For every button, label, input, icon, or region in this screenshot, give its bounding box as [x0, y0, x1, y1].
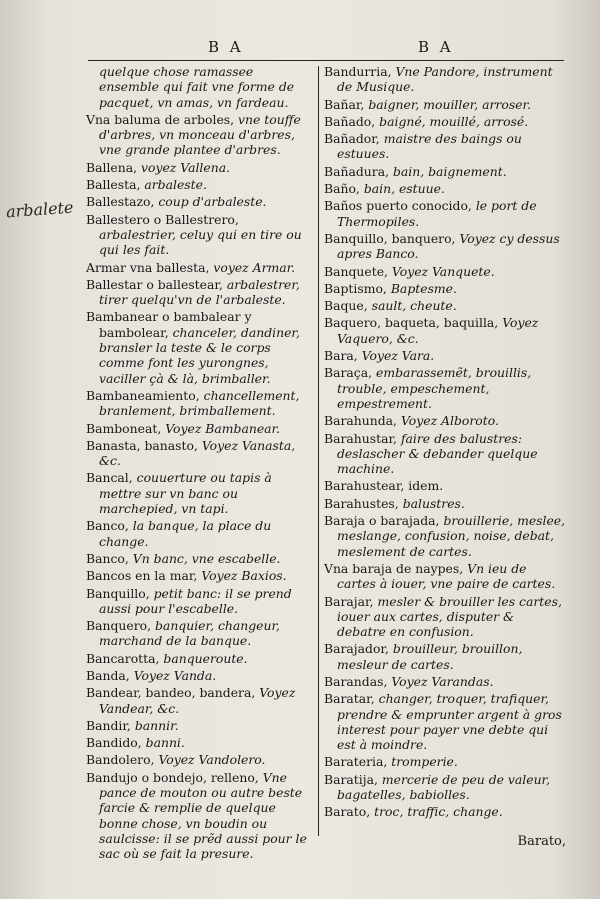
dictionary-entry	[86, 568, 314, 583]
entry-definition: Voyez Vanasta, &c.	[99, 437, 296, 469]
entry-definition: le port de Thermopiles.	[337, 198, 537, 229]
entry-headword: Bandear, bandeo, bandera,	[86, 685, 256, 701]
entry-definition: banquier, changeur, marchand de la banque.	[99, 618, 280, 649]
dictionary-entry	[86, 551, 314, 566]
entry-definition: voyez Vallena.	[141, 159, 231, 175]
dictionary-entry	[324, 641, 566, 672]
dictionary-entry	[86, 277, 314, 308]
dictionary-entry	[86, 618, 314, 649]
entry-definition: baigné, mouillé, arrosé.	[379, 113, 529, 129]
dictionary-entry	[324, 281, 566, 296]
entry-definition: chancellement, branlement, brimballement.	[99, 387, 300, 419]
entry-definition: voyez Armar.	[213, 259, 296, 275]
entry-headword: Barahunda,	[324, 413, 398, 429]
dictionary-entry	[86, 470, 314, 516]
entry-definition: brouillerie, meslee, meslange, confusion, noise, debat, meslement de cartes.	[337, 513, 566, 559]
left-column	[86, 64, 314, 864]
entry-headword: Banquete,	[324, 263, 388, 279]
dictionary-entry	[324, 64, 566, 95]
running-header	[88, 38, 564, 60]
dictionary-entry	[324, 513, 566, 559]
dictionary-entry	[86, 518, 314, 549]
entry-definition: la banque, la place du change.	[99, 518, 272, 549]
dictionary-entry	[324, 772, 566, 803]
dictionary-entry	[324, 198, 566, 229]
dictionary-entry	[324, 365, 566, 411]
entry-headword: Bara,	[324, 348, 358, 364]
entry-headword: Bancal,	[86, 470, 133, 486]
dictionary-entry	[86, 194, 314, 209]
entry-headword: Banda,	[86, 667, 130, 683]
entry-headword: Bandurria,	[324, 64, 392, 79]
dictionary-entry	[324, 478, 566, 493]
dictionary-entry	[86, 309, 314, 385]
entry-headword: Bandolero,	[86, 752, 155, 768]
entry-headword: Banasta, banasto,	[86, 437, 198, 453]
entry-definition: Voyez Vaquero, &c.	[337, 315, 539, 346]
entry-headword: Bambaneamiento,	[86, 387, 200, 403]
dictionary-entry	[86, 651, 314, 666]
entry-headword: Bañador,	[324, 131, 380, 147]
entry-headword: Ballesta,	[86, 177, 141, 193]
entry-definition: arbalestrier, celuy qui en tire ou qui les fait.	[99, 226, 302, 258]
entry-definition: Voyez Vandolero.	[158, 752, 266, 768]
entry-definition: baigner, mouiller, arroser.	[368, 96, 532, 112]
entry-headword: Banquillo,	[86, 585, 150, 601]
dictionary-entry	[324, 298, 566, 313]
dictionary-entry	[86, 64, 314, 110]
dictionary-entry	[86, 718, 314, 733]
dictionary-entry	[86, 735, 314, 750]
entry-headword: Baraja o barajada,	[324, 513, 440, 529]
entry-definition: Voyez Bambanear.	[165, 420, 281, 436]
entry-definition: mercerie de peu de valeur, bagatelles, babiolles.	[337, 771, 551, 803]
dictionary-entry	[324, 114, 566, 129]
dictionary-entry	[86, 112, 314, 158]
dictionary-entry	[86, 770, 314, 862]
entry-definition: brouilleur, brouillon, mesleur de cartes.	[337, 641, 523, 672]
entry-definition: maistre des baings ou estuues.	[337, 131, 522, 162]
entry-definition: couuerture ou tapis à mettre sur vn banc ou marchepied, vn tapi.	[99, 470, 272, 517]
header-right: B A	[418, 38, 454, 56]
entry-headword: Bañadura,	[324, 163, 390, 179]
dictionary-entry	[324, 804, 566, 819]
dictionary-entry	[324, 691, 566, 752]
dictionary-entry	[324, 674, 566, 689]
dictionary-entry	[86, 388, 314, 419]
entry-headword: Ballestazo,	[86, 194, 155, 210]
entry-headword: Baño,	[324, 181, 360, 197]
dictionary-entry	[324, 561, 566, 592]
dictionary-entry	[324, 97, 566, 112]
entry-definition: coup d'arbaleste.	[158, 194, 267, 210]
dictionary-entry	[86, 586, 314, 617]
entry-definition: Vne Pandore, instrument de Musique.	[337, 64, 553, 95]
dictionary-entry	[324, 315, 566, 346]
entry-headword: Banco,	[86, 550, 129, 566]
dictionary-entry	[324, 348, 566, 363]
entry-definition: arbaleste.	[144, 177, 207, 193]
entry-definition: faire des balustres: deslascher & debander quelque machine.	[337, 430, 538, 477]
entry-definition: petit banc: il se prend aussi pour l'escabelle.	[99, 585, 292, 616]
dictionary-entry	[86, 668, 314, 683]
entry-headword: Barajador,	[324, 641, 389, 657]
dictionary-entry	[86, 685, 314, 716]
entry-definition: balustres.	[402, 495, 465, 511]
entry-headword: Barahustar,	[324, 430, 397, 446]
entry-headword: Barato,	[324, 804, 371, 820]
entry-headword: Vna baluma de arboles,	[86, 111, 235, 127]
entry-headword: Barajar,	[324, 593, 374, 609]
entry-headword: Bambanear o bambalear y bambolear,	[86, 309, 252, 340]
dictionary-entry	[86, 212, 314, 258]
entry-definition: banni.	[145, 735, 185, 751]
entry-headword: Baños puerto conocido,	[324, 198, 472, 214]
entry-headword: Ballestero o Ballestrero,	[86, 211, 239, 227]
entry-definition: bannir.	[134, 717, 179, 733]
entry-definition: bain, baignement.	[392, 163, 507, 179]
entry-definition: Baptesme.	[390, 280, 457, 296]
entry-definition: Vn ieu de cartes à iouer, vne paire de cartes.	[337, 560, 556, 592]
entry-definition: Voyez Alboroto.	[400, 413, 499, 429]
entry-headword: Bandir,	[86, 717, 131, 733]
entry-definition: Voyez Varandas.	[391, 673, 494, 689]
entry-definition: sault, cheute.	[371, 298, 457, 314]
entry-headword: Bañado,	[324, 113, 376, 129]
entry-definition: Voyez Baxios.	[201, 568, 287, 584]
right-column	[324, 64, 566, 822]
entry-definition: Voyez Vanda.	[133, 667, 217, 683]
entry-definition: Voyez Vandear, &c.	[99, 685, 296, 716]
entry-definition: mesler & brouiller les cartes, iouer aux cartes, disputer & debatre en confusion.	[337, 593, 562, 640]
entry-headword: Bamboneat,	[86, 420, 162, 436]
handwritten-margin-note: arbalete	[5, 197, 75, 222]
catchword: Barato,	[517, 834, 566, 849]
entry-headword: Baque,	[324, 298, 368, 314]
entry-headword: Baratija,	[324, 771, 378, 787]
dictionary-entry	[86, 160, 314, 175]
entry-headword: Barateria,	[324, 754, 388, 770]
dictionary-entry	[324, 431, 566, 477]
dictionary-entry	[86, 421, 314, 436]
entry-definition: troc, traffic, change.	[374, 804, 503, 820]
entry-headword: Armar vna ballesta,	[86, 259, 210, 275]
entry-definition: chanceler, dandiner, bransler la teste & le corps comme font les yurongnes, vaciller çà & là, brimballer.	[99, 324, 300, 386]
dictionary-entry	[324, 131, 566, 162]
entry-definition: quelque chose ramassee ensemble qui fait vne forme de pacquet, vn amas, vn fardeau.	[99, 64, 295, 110]
header-rule	[88, 60, 564, 61]
entry-headword: Ballestar o ballestear,	[86, 276, 223, 292]
dictionary-entry	[86, 177, 314, 192]
entry-definition: Voyez Vara.	[361, 348, 435, 364]
entry-definition: Voyez cy dessus apres Banco.	[337, 230, 560, 262]
dictionary-entry	[324, 264, 566, 279]
dictionary-entry	[324, 181, 566, 196]
entry-headword: Baquero, baqueta, baquilla,	[324, 315, 499, 331]
entry-headword: Banquillo, banquero,	[324, 230, 456, 246]
entry-headword: Baraça,	[324, 365, 373, 381]
entry-headword: Baratar,	[324, 691, 375, 707]
entry-definition: vne touffe d'arbres, vn monceau d'arbres, vne grande plantee d'arbres.	[99, 111, 301, 158]
dictionary-entry	[324, 754, 566, 769]
entry-definition: arbalestrer, tirer quelqu'vn de l'arbaleste.	[99, 276, 300, 308]
entry-headword: Baptismo,	[324, 280, 387, 296]
entry-headword: Bancarotta,	[86, 650, 160, 666]
entry-definition: bain, estuue.	[363, 181, 445, 197]
entry-headword: Banco,	[86, 518, 129, 534]
dictionary-entry	[324, 164, 566, 179]
entry-headword: Banquero,	[86, 618, 152, 634]
dictionary-entry	[86, 260, 314, 275]
entry-headword: Ballena,	[86, 159, 138, 175]
entry-headword: Barahustes,	[324, 495, 399, 511]
entry-definition: Vn banc, vne escabelle.	[132, 550, 281, 566]
dictionary-entry	[324, 594, 566, 640]
entry-definition: tromperie.	[391, 754, 458, 770]
entry-definition: Vne pance de mouton ou autre beste farcie & remplie de quelque bonne chose, vn boudin ou saulcisse: il se prẽd aussi pour le sac où se fait la presure.	[99, 769, 307, 862]
entry-headword: Bancos en la mar,	[86, 568, 198, 584]
dictionary-entry	[324, 231, 566, 262]
entry-headword: Vna baraja de naypes,	[324, 560, 464, 576]
entry-definition: embarassemẽt, brouillis, trouble, empeschement, empestrement.	[337, 365, 532, 411]
header-left: B A	[208, 38, 244, 56]
entry-definition: banqueroute.	[163, 650, 248, 666]
dictionary-entry	[86, 752, 314, 767]
entry-headword: Bandujo o bondejo, relleno,	[86, 769, 259, 785]
entry-headword: Bandido,	[86, 735, 142, 751]
entry-definition: changer, troquer, trafiquer, prendre & emprunter argent à gros interest pour payer vne debte qui est à moindre.	[337, 691, 562, 753]
entry-headword: Bañar,	[324, 96, 365, 112]
dictionary-entry	[324, 496, 566, 511]
entry-headword: Barandas,	[324, 673, 388, 689]
entry-headword: Barahustear, idem.	[324, 478, 444, 494]
dictionary-entry	[324, 413, 566, 428]
column-divider	[318, 66, 319, 836]
entry-definition: Voyez Vanquete.	[391, 263, 495, 279]
dictionary-entry	[86, 438, 314, 469]
